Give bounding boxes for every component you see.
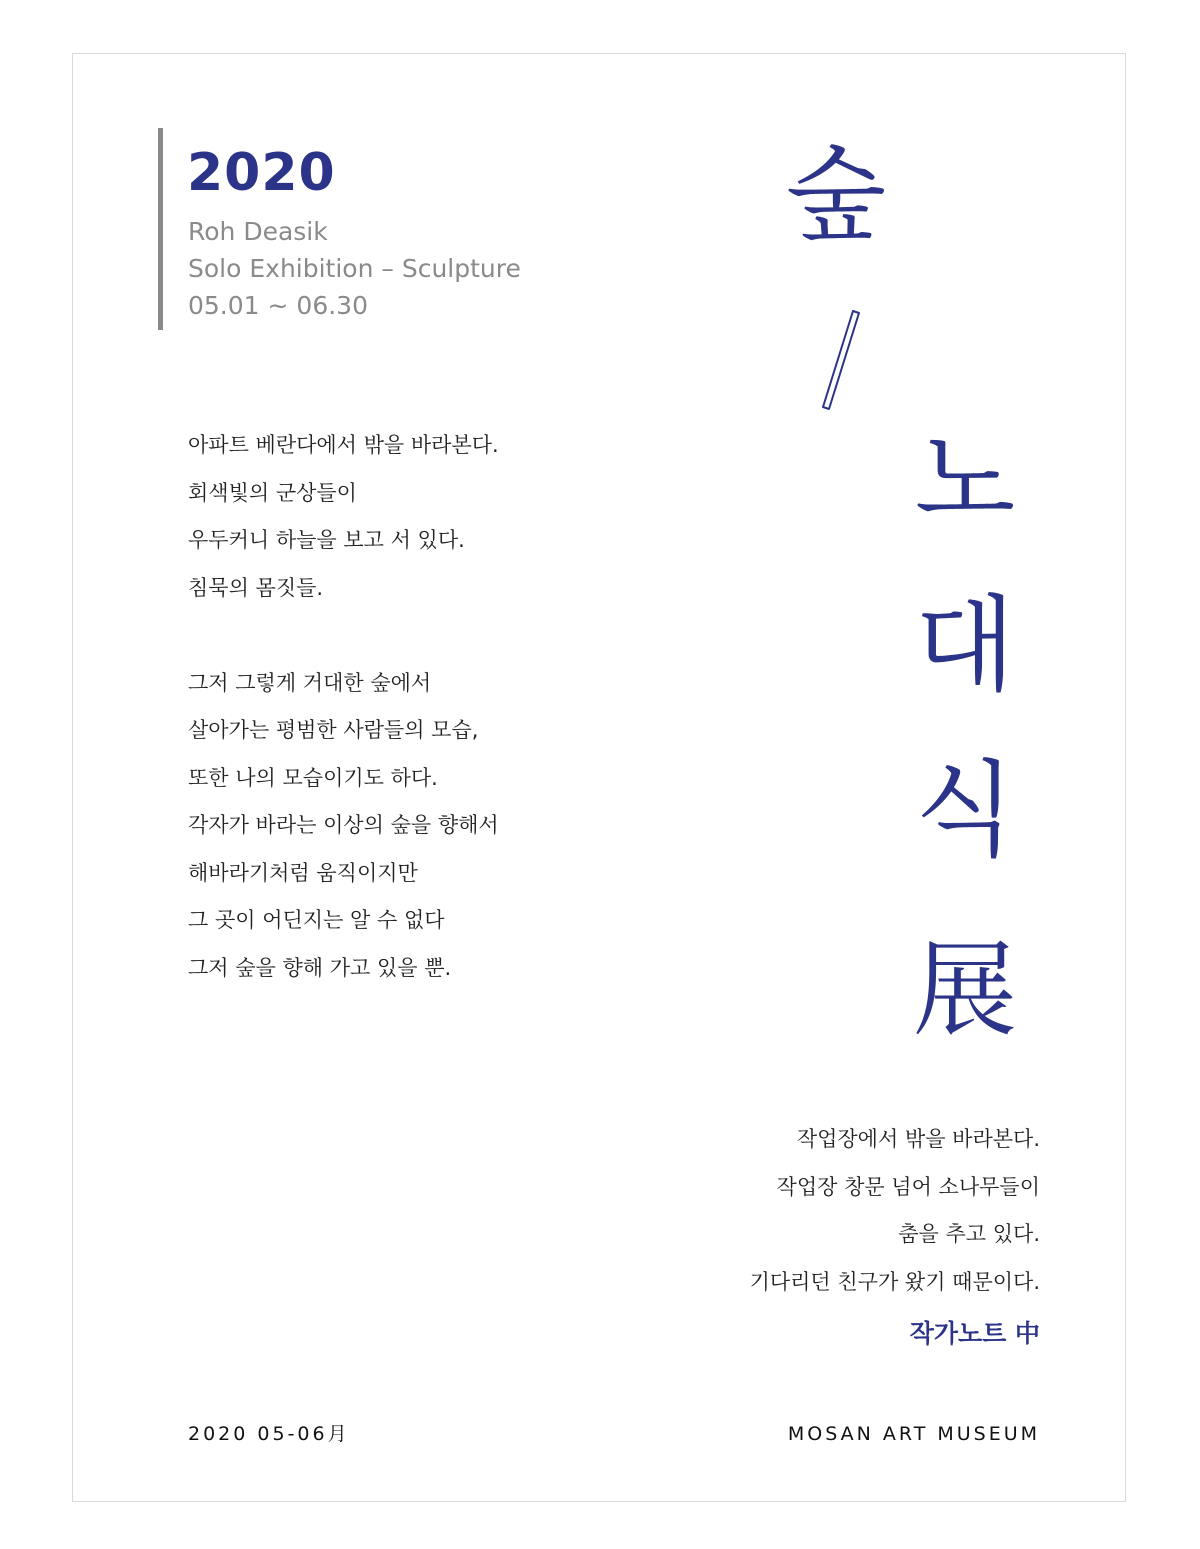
poem-line: 해바라기처럼 움직이지만 xyxy=(188,860,418,885)
poem-line: 아파트 베란다에서 밖을 바라본다. xyxy=(188,433,499,457)
artist-name: Roh Deasik xyxy=(188,217,328,246)
poem-line: 그 곳이 어딘지는 알 수 없다 xyxy=(188,908,445,932)
note-line: 기다리던 친구가 왔기 때문이다. xyxy=(749,1269,1040,1294)
note-line: 작업장에서 밖을 바라본다. xyxy=(796,1127,1040,1151)
poem-line xyxy=(188,612,499,660)
note-line: 춤을 추고 있다. xyxy=(898,1222,1040,1246)
title-char-sik: 식 xyxy=(914,749,1016,871)
note-line: 작업장 창문 넘어 소나무들이 xyxy=(776,1174,1040,1199)
title-slash-divider xyxy=(815,305,875,415)
poem-line: 침묵의 몸짓들. xyxy=(188,575,324,600)
poem-block xyxy=(188,422,499,992)
title-char-dae: 대 xyxy=(914,584,1016,706)
poem-line: 또한 나의 모습이기도 하다. xyxy=(188,765,438,790)
artist-note-signature: 작가노트 中 xyxy=(909,1319,1040,1348)
header-accent-bar xyxy=(158,128,163,330)
footer-date: 2020 05-06月 xyxy=(188,1423,350,1445)
poem-line: 회색빛의 군상들이 xyxy=(188,480,357,505)
poem-line: 각자가 바라는 이상의 숲을 향해서 xyxy=(188,813,499,837)
poem-line: 우두커니 하늘을 보고 서 있다. xyxy=(188,528,465,552)
artist-note-block xyxy=(750,1116,1040,1306)
poem-line: 그저 숲을 향해 가고 있을 뿐. xyxy=(188,955,452,980)
exhibition-subtitle: Solo Exhibition – Sculpture xyxy=(188,254,521,283)
footer-museum: MOSAN ART MUSEUM xyxy=(787,1423,1040,1445)
poem-line: 살아가는 평범한 사람들의 모습, xyxy=(188,718,479,742)
exhibition-dates: 05.01 ~ 06.30 xyxy=(188,291,368,320)
exhibition-year: 2020 xyxy=(187,143,336,203)
title-char-exhibition: 展 xyxy=(912,929,1017,1051)
poem-line: 그저 그렇게 거대한 숲에서 xyxy=(188,670,432,695)
title-char-no: 노 xyxy=(914,419,1016,541)
title-char-forest: 숲 xyxy=(785,134,887,256)
